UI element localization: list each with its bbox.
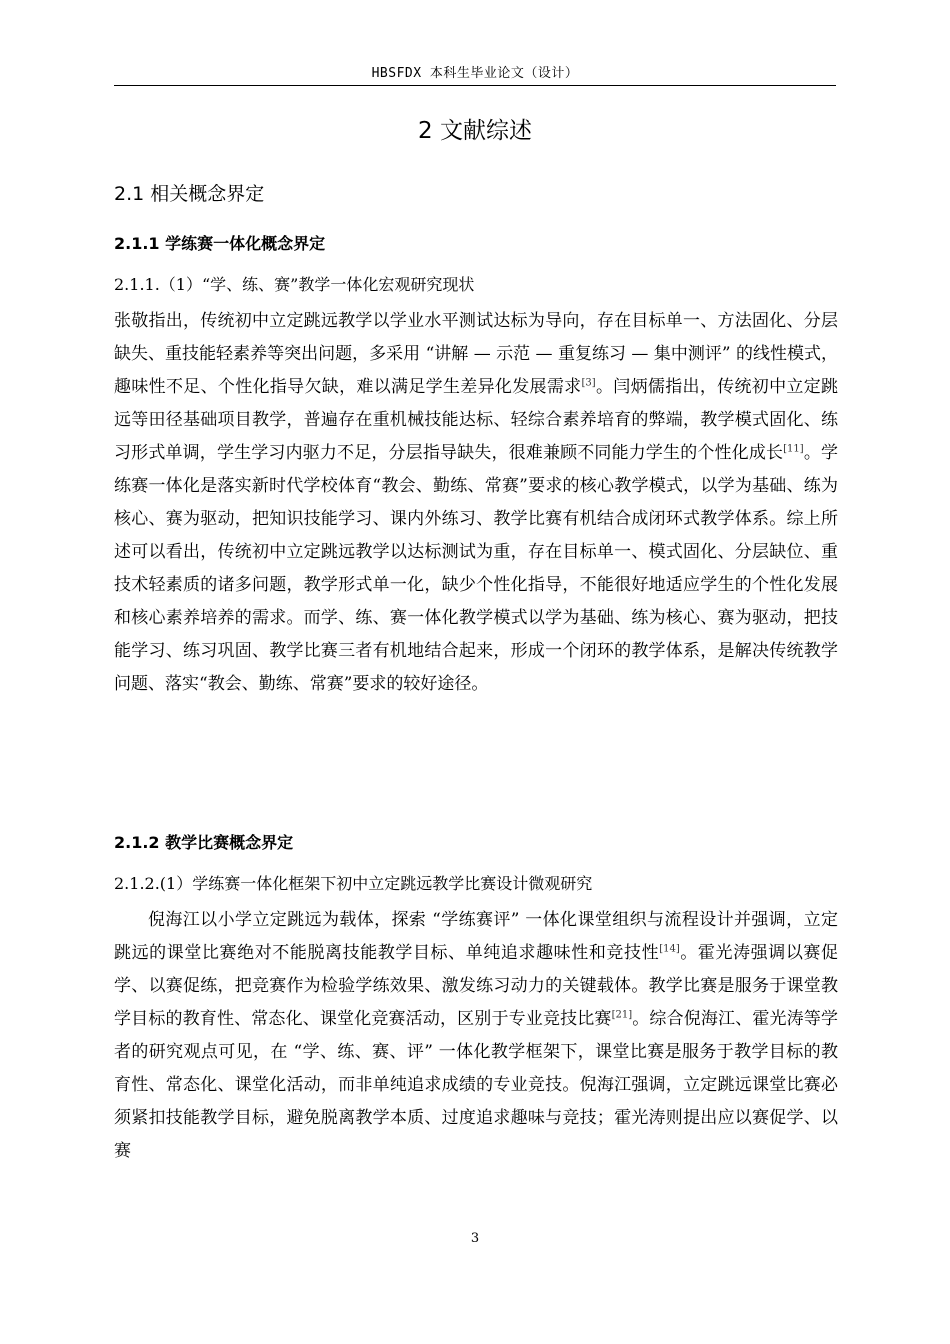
section-heading-2-1-2: 2.1.2 教学比赛概念界定 <box>114 833 294 852</box>
header-rule <box>114 85 836 86</box>
citation-ref: [3] <box>581 377 596 389</box>
section-heading-2-1-1: 2.1.1 学练赛一体化概念界定 <box>114 234 326 253</box>
paragraph-text: 张敬指出，传统初中立定跳远教学以学业水平测试达标为导向，存在目标单一、方法固化、分层缺失、重技能轻素养等突出问题，多采用 “讲解 — 示范 — 重复练习 — 集中测评” 的线性模式，趣味性不足、个性化指导欠缺，难以满足学生差异化发展需求 <box>114 311 838 397</box>
body-paragraph-2 <box>114 904 838 1168</box>
citation-ref: [21] <box>611 1009 633 1021</box>
paragraph-text: 。学练赛一体化是落实新时代学校体育“教会、勤练、常赛”要求的核心教学模式，以学为基础、练为核心、赛为驱动，把知识技能学习、课内外练习、教学比赛有机结合成闭环式教学体系。综上所述可以看出，传统初中立定跳远教学以达标测试为重，存在目标单一、模式固化、分层缺位、重技术轻素质的诸多问题，教学形式单一化，缺少个性化指导，不能很好地适应学生的个性化发展和核心素养培养的需求。而学、练、赛一体化教学模式以学为基础、练为核心、赛为驱动，把技能学习、练习巩固、教学比赛三者有机地结合起来，形成一个闭环的教学体系，是解决传统教学问题、落实“教会、勤练、常赛”要求的较好途径。 <box>114 443 839 694</box>
body-paragraph-1 <box>114 305 838 701</box>
subsection-heading-2-1-1-1: 2.1.1.（1）“学、练、赛”教学一体化宏观研究现状 <box>114 275 475 294</box>
citation-ref: [11] <box>783 443 804 455</box>
chapter-title: 2 文献综述 <box>418 118 532 144</box>
running-header: HBSFDX 本科生毕业论文（设计） <box>371 66 579 81</box>
section-heading-2-1: 2.1 相关概念界定 <box>114 183 265 205</box>
page-number: 3 <box>470 1231 480 1246</box>
paragraph-text: 。综合倪海江、霍光涛等学者的研究观点可见，在 “学、练、赛、评” 一体化教学框架下，课堂比赛是服务于教学目标的教育性、常态化、课堂化活动，而非单纯追求成绩的专业竞技。倪海江强调，立定跳远课堂比赛必须紧扣技能教学目标，避免脱离教学本质、过度追求趣味与竞技；霍光涛则提出应以赛促学、以赛 <box>114 1009 839 1161</box>
paragraph-text: 倪海江以小学立定跳远为载体，探索 “学练赛评” 一体化课堂组织与流程设计并强调，立定跳远的课堂比赛绝对不能脱离技能教学目标、单纯追求趣味性和竞技性 <box>114 910 838 963</box>
subsection-heading-2-1-2-1: 2.1.2.(1）学练赛一体化框架下初中立定跳远教学比赛设计微观研究 <box>114 874 593 893</box>
citation-ref: [14] <box>659 943 680 955</box>
paragraph-text: 。闫炳儒指出，传统初中立定跳远等田径基础项目教学，普遍存在重机械技能达标、轻综合素养培育的弊端，教学模式固化、练习形式单调，学生学习内驱力不足，分层指导缺失，很难兼顾不同能力学生的个性化成长 <box>114 377 839 463</box>
paragraph-text: 。霍光涛强调以赛促学、以赛促练，把竞赛作为检验学练效果、激发练习动力的关键载体。教学比赛是服务于课堂教学目标的教育性、常态化、课堂化竞赛活动，区别于专业竞技比赛 <box>114 943 838 1029</box>
